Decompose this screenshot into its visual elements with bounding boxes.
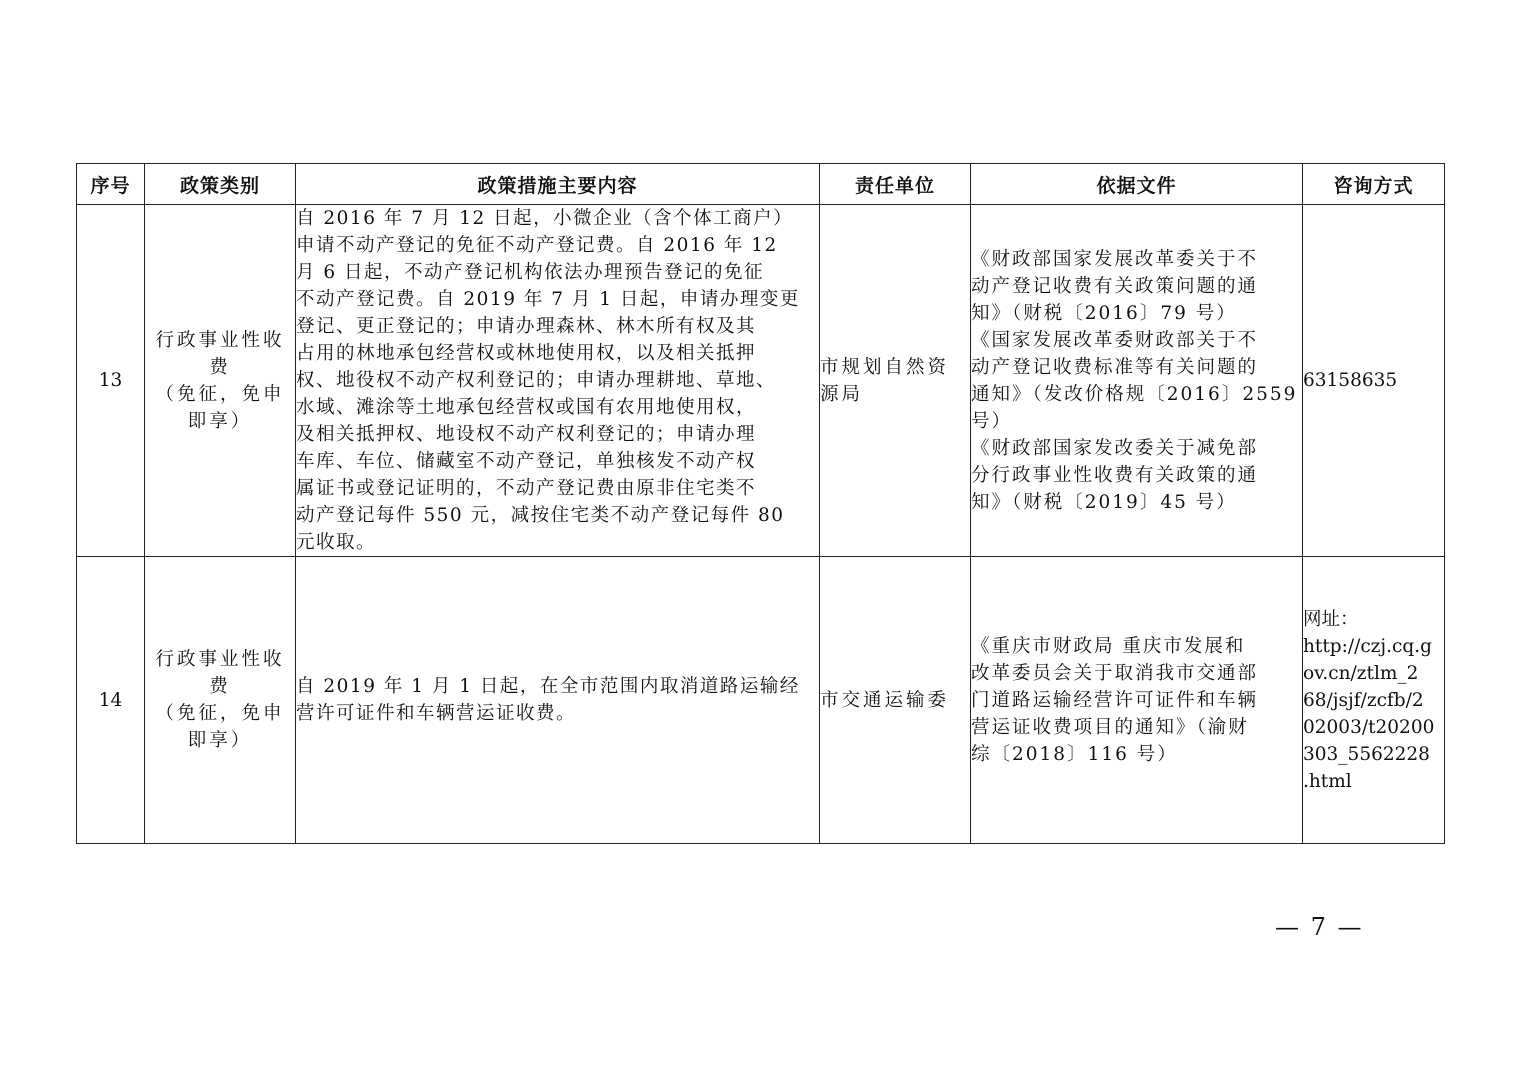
row-content: 自 2016 年 7 月 12 日起，小微企业（含个体工商户） 申请不动产登记的免征不动产登记费。自 2016 年 12 月 6 日起，不动产登记机构依法办理预告登记的免征 不动产登记费。自 2019 年 7 月 1 日起，申请办理变更 登记、更正登记的；申请办理森林、林木所有权及其 占用的林地承包经营权或林地使用权，以及相关抵押 权、地役权不动产权利登记的；申请办理耕地、草地、 水域、滩涂等土地承包经营权或国有农用地使用权， 及相关抵押权、地设权不动产权利登记的；申请办理 车库、车位、储藏室不动产登记，单独核发不动产权 属证书或登记证明的，不动产登记费由原非住宅类不 动产登记每件 550 元，减按住宅类不动产登记每件 80 元收取。 [296,205,820,557]
row-contact-url: 网址： http://czj.cq.g ov.cn/ztlm_2 68/jsjf/zcfb/2 02003/t20200 303_5562228 .html [1303,557,1445,844]
table-body [77,205,1445,844]
header-category: 政策类别 [145,164,296,205]
row-contact: 63158635 [1303,205,1445,557]
header-contact: 咨询方式 [1303,164,1445,205]
header-number: 序号 [77,164,145,205]
row-category: 行政事业性收 费 （免征，免申 即享） [145,557,296,844]
table-header [77,164,1445,205]
row-basis: 《重庆市财政局 重庆市发展和 改革委员会关于取消我市交通部 门道路运输经营许可证件和车辆 营运证收费项目的通知》（渝财 综〔2018〕116 号） [971,557,1303,844]
row-number: 13 [77,205,145,557]
page-number: — 7 — [1275,913,1364,941]
row-unit: 市规划自然资 源局 [820,205,971,557]
row-basis: 《财政部国家发展改革委关于不 动产登记收费有关政策问题的通 知》（财税〔2016〕79 号） 《国家发展改革委财政部关于不 动产登记收费标准等有关问题的 通知》（发改价格规〔2016〕2559 号） 《财政部国家发改委关于减免部 分行政事业性收费有关政策的通 知》（财税〔2019〕45 号） [971,205,1303,557]
row-unit: 市交通运输委 [820,557,971,844]
header-row [77,164,1445,205]
row-content: 自 2019 年 1 月 1 日起，在全市范围内取消道路运输经 营许可证件和车辆营运证收费。 [296,557,820,844]
row-number: 14 [77,557,145,844]
header-basis: 依据文件 [971,164,1303,205]
header-unit: 责任单位 [820,164,971,205]
table-row [77,205,1445,557]
header-content: 政策措施主要内容 [296,164,820,205]
table-row [77,557,1445,844]
row-category: 行政事业性收 费 （免征，免申 即享） [145,205,296,557]
policy-table [76,163,1445,844]
